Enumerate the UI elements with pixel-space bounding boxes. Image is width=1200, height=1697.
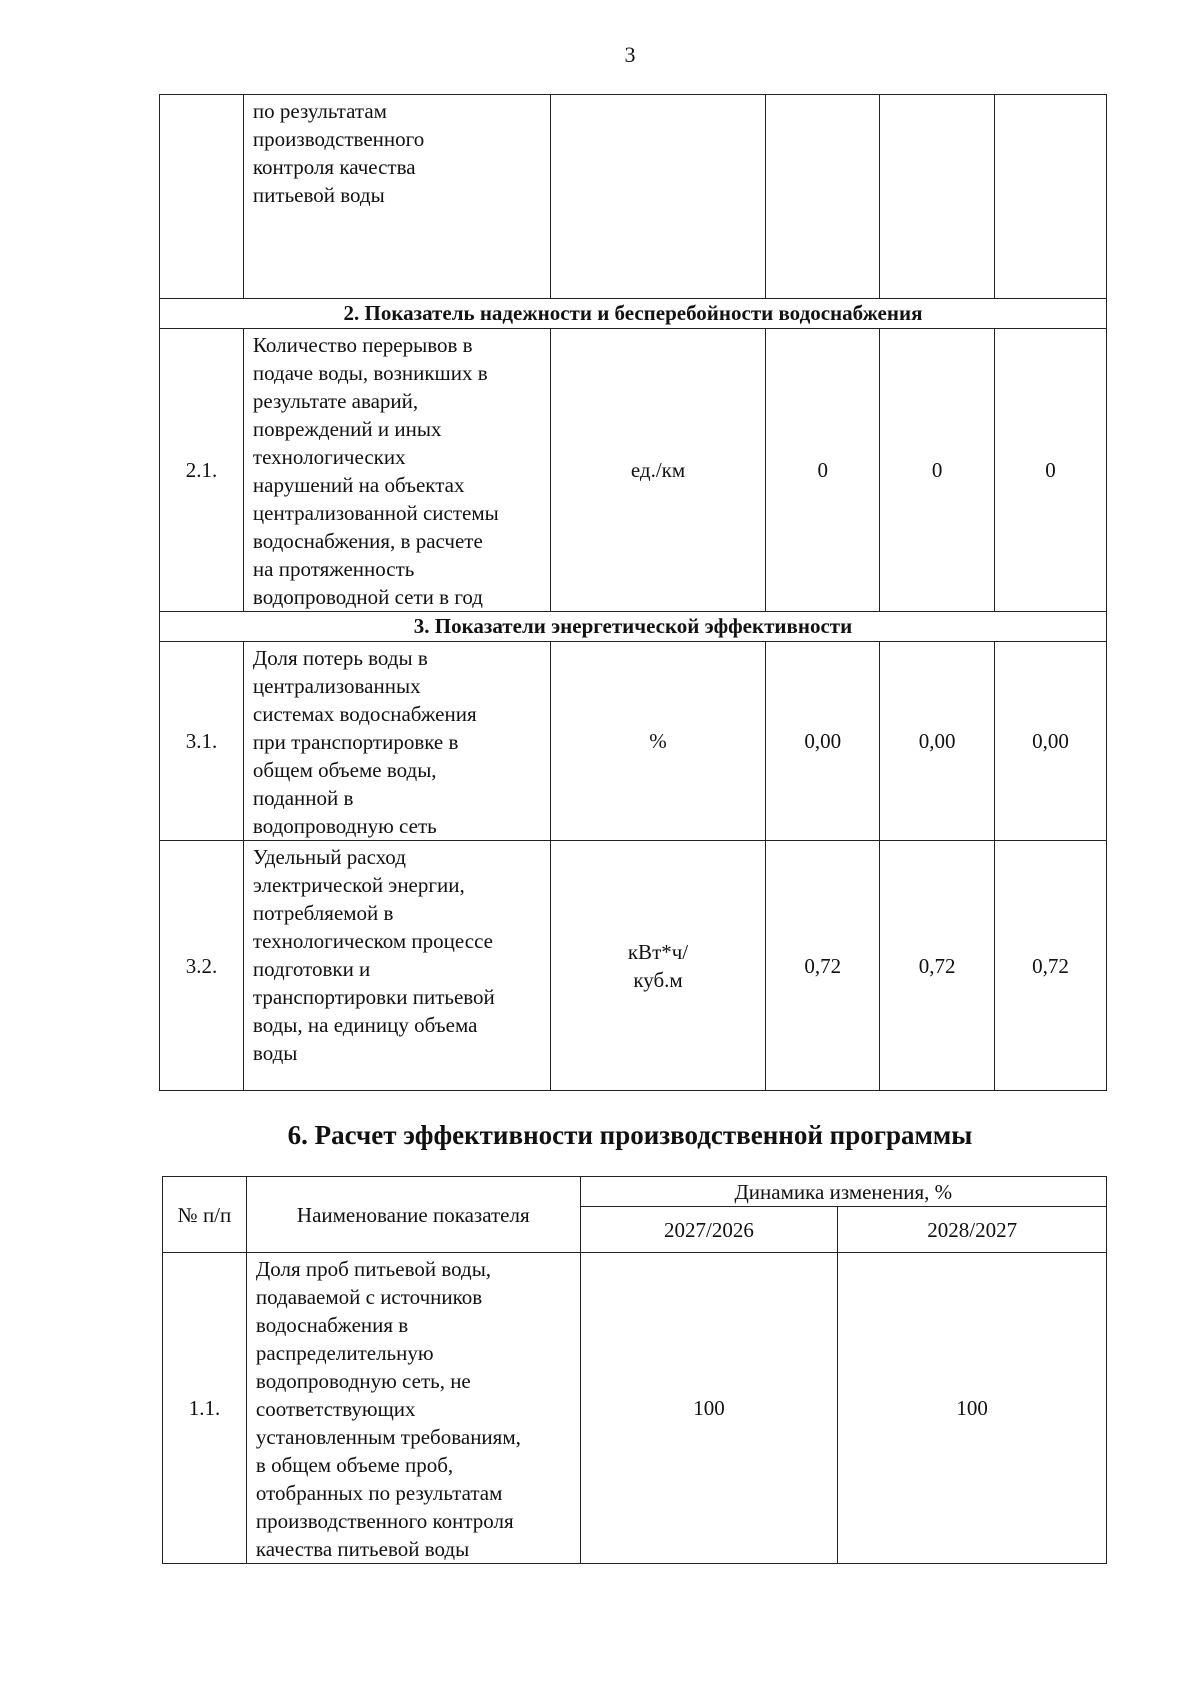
unit-line: кВт*ч/ xyxy=(627,939,689,964)
text-line: воды, на единицу объема xyxy=(252,1013,478,1037)
text-line: качества питьевой воды xyxy=(255,1537,470,1561)
value-cell: 0 xyxy=(995,329,1107,612)
value-cell: 0,72 xyxy=(995,841,1107,1091)
header-name: Наименование показателя xyxy=(246,1177,580,1253)
text-line: питьевой воды xyxy=(252,183,385,207)
text-line: водопроводную сеть xyxy=(252,814,437,838)
indicator-name xyxy=(243,841,550,1091)
page-number: 3 xyxy=(624,42,636,67)
text-line: потребляемой в xyxy=(252,901,394,925)
section-row xyxy=(160,299,1107,329)
text-line: централизованной системы xyxy=(252,501,499,525)
value-cell: 0,00 xyxy=(880,642,995,841)
table-row xyxy=(160,841,1107,1091)
unit-cell: ед./км xyxy=(550,329,766,612)
row-number: 3.1. xyxy=(160,642,244,841)
text-line: установленным требованиям, xyxy=(255,1425,521,1449)
indicators-table xyxy=(159,94,1107,1091)
value-cell xyxy=(766,95,880,299)
value-cell: 0,00 xyxy=(995,642,1107,841)
row-number xyxy=(160,95,244,299)
section-title: 2. Показатель надежности и бесперебойности водоснабжения xyxy=(160,299,1107,329)
section-heading: 6. Расчет эффективности производственной программы xyxy=(287,1120,973,1150)
header-dynamics: Динамика изменения, % xyxy=(580,1177,1106,1207)
text-line: водопроводную сеть, не xyxy=(255,1369,471,1393)
text-line: системах водоснабжения xyxy=(252,702,477,726)
text-line: поданной в xyxy=(252,786,354,810)
text-line: при транспортировке в xyxy=(252,730,459,754)
table-row xyxy=(160,642,1107,841)
text-line: контроля качества xyxy=(252,155,416,179)
table-row xyxy=(163,1253,1107,1564)
value-cell: 100 xyxy=(580,1253,838,1564)
table-row xyxy=(160,329,1107,612)
text-line: по результатам xyxy=(252,99,387,123)
indicator-name xyxy=(243,95,550,299)
text-line: Доля проб питьевой воды, xyxy=(255,1257,492,1281)
text-line: подаче воды, возникших в xyxy=(252,361,488,385)
text-line: нарушений на объектах xyxy=(252,473,465,497)
unit-line: куб.м xyxy=(633,967,683,992)
value-cell: 0,72 xyxy=(880,841,995,1091)
section-title: 3. Показатели энергетической эффективности xyxy=(160,612,1107,642)
value-cell xyxy=(995,95,1107,299)
text-line: подаваемой с источников xyxy=(255,1285,483,1309)
text-line: Удельный расход xyxy=(252,845,406,869)
text-line: отобранных по результатам xyxy=(255,1481,503,1505)
text-line: Количество перерывов в xyxy=(252,333,473,357)
text-line: в общем объеме проб, xyxy=(255,1453,454,1477)
text-line: производственного контроля xyxy=(255,1509,514,1533)
text-line: соответствующих xyxy=(255,1397,416,1421)
unit-cell: % xyxy=(550,642,766,841)
value-cell: 100 xyxy=(838,1253,1107,1564)
unit-cell xyxy=(550,841,766,1091)
header-period: 2027/2026 xyxy=(580,1207,838,1253)
value-cell: 0,72 xyxy=(766,841,880,1091)
value-cell: 0 xyxy=(880,329,995,612)
header-period: 2028/2027 xyxy=(838,1207,1107,1253)
text-line: централизованных xyxy=(252,674,421,698)
text-line: транспортировки питьевой xyxy=(252,985,495,1009)
text-line: результате аварий, xyxy=(252,389,419,413)
value-cell: 0 xyxy=(766,329,880,612)
section-row xyxy=(160,612,1107,642)
row-number: 2.1. xyxy=(160,329,244,612)
text-line: подготовки и xyxy=(252,957,371,981)
text-line: электрической энергии, xyxy=(252,873,465,897)
indicator-name xyxy=(243,329,550,612)
text-line: распределительную xyxy=(255,1341,434,1365)
table-row xyxy=(160,95,1107,299)
header-row xyxy=(163,1177,1107,1207)
value-cell xyxy=(880,95,995,299)
row-number: 3.2. xyxy=(160,841,244,1091)
efficiency-table xyxy=(162,1176,1107,1564)
row-number: 1.1. xyxy=(163,1253,247,1564)
unit-cell xyxy=(550,95,766,299)
indicator-name xyxy=(246,1253,580,1564)
text-line: повреждений и иных xyxy=(252,417,442,441)
text-line: общем объеме воды, xyxy=(252,758,437,782)
text-line: водоснабжения, в расчете xyxy=(252,529,483,553)
indicator-name xyxy=(243,642,550,841)
text-line: технологических xyxy=(252,445,406,469)
text-line: воды xyxy=(252,1041,298,1065)
text-line: водоснабжения в xyxy=(255,1313,409,1337)
value-cell: 0,00 xyxy=(766,642,880,841)
header-number: № п/п xyxy=(163,1177,247,1253)
text-line: производственного xyxy=(252,127,425,151)
text-line: водопроводной сети в год xyxy=(252,585,483,609)
text-line: Доля потерь воды в xyxy=(252,646,428,670)
text-line: технологическом процессе xyxy=(252,929,493,953)
text-line: на протяженность xyxy=(252,557,415,581)
